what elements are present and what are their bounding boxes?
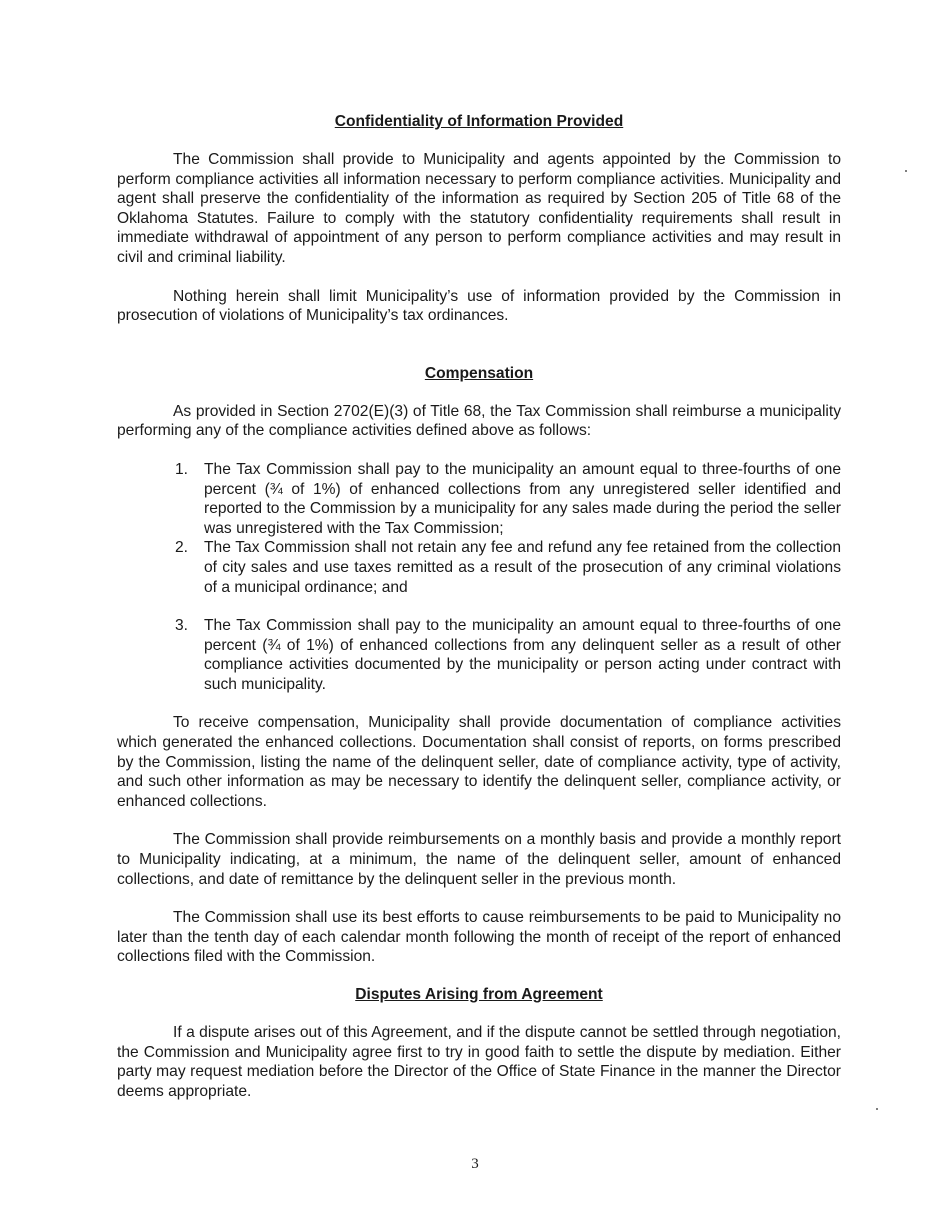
list-item-text: The Tax Commission shall pay to the municipality an amount equal to three-fourths of one percent (¾ of 1%) of enhanced collections from any unregistered seller identified and reported to the Commission by a municipality for any sales made during the period the seller was unregistered with the Tax Commission; [204,460,841,537]
heading-confidentiality: Confidentiality of Information Provided [334,113,624,130]
paragraph-compensation-reimbursements: The Commission shall provide reimbursements on a monthly basis and provide a monthly report to Municipality indicating, at a minimum, the name of the delinquent seller, amount of enhanced collections, and date of remittance by the delinquent seller in the previous month. [117,831,841,888]
heading-compensation: Compensation [424,364,534,382]
list-item-text: The Tax Commission shall not retain any fee and refund any fee retained from the collection of city sales and use taxes remitted as a result of the prosecution of any criminal violations of a municipal ordinance; and [204,539,841,596]
compensation-list [117,460,841,695]
scan-speck [876,1108,878,1110]
list-item-number: 2. [175,539,189,557]
page-number: 3 [471,1156,479,1172]
list-item [117,538,841,597]
document-page [117,112,841,1101]
list-item-text: The Tax Commission shall pay to the municipality an amount equal to three-fourths of one percent (¾ of 1%) of enhanced collections from any delinquent seller as a result of other compliance activities documented by the municipality or person acting under contract with such municipality. [204,617,841,693]
list-item [117,460,841,538]
paragraph-confidentiality-1: The Commission shall provide to Municipality and agents appointed by the Commission to perform compliance activities all information necessary to perform compliance activities. Municipality and agent shall preserve the confidentiality of the information as required by Section 205 of Title 68 of the Oklahoma Statutes. Failure to comply with the statutory confidentiality requirements shall result in immediate withdrawal of appointment of any person to perform compliance activities and may result in civil and criminal liability. [117,151,841,266]
paragraph-compensation-timing: The Commission shall use its best efforts to cause reimbursements to be paid to Municipality no later than the tenth day of each calendar month following the month of receipt of the report of enhanced collections filed with the Commission. [117,909,841,966]
heading-disputes: Disputes Arising from Agreement [355,986,603,1003]
scan-speck [905,170,907,172]
paragraph-compensation-intro: As provided in Section 2702(E)(3) of Title 68, the Tax Commission shall reimburse a municipality performing any of the compliance activities defined above as follows: [117,402,841,440]
paragraph-confidentiality-2: Nothing herein shall limit Municipality’s use of information provided by the Commission in prosecution of violations of Municipality’s tax ordinances. [117,287,841,325]
paragraph-disputes: If a dispute arises out of this Agreement, and if the dispute cannot be settled through negotiation, the Commission and Municipality agree first to try in good faith to settle the dispute by mediation. Either party may request mediation before the Director of the Office of State Finance in the manner the Director deems appropriate. [117,1024,841,1100]
list-item [117,616,841,694]
list-item-number: 3. [175,617,189,635]
paragraph-compensation-documentation: To receive compensation, Municipality shall provide documentation of compliance activities which generated the enhanced collections. Documentation shall consist of reports, on forms prescribed by the Commission, listing the name of the delinquent seller, date of compliance activity, type of activity, and such other information as may be necessary to identify the delinquent seller, compliance activity, or enhanced collections. [117,714,841,810]
list-item-number: 1. [175,460,189,478]
